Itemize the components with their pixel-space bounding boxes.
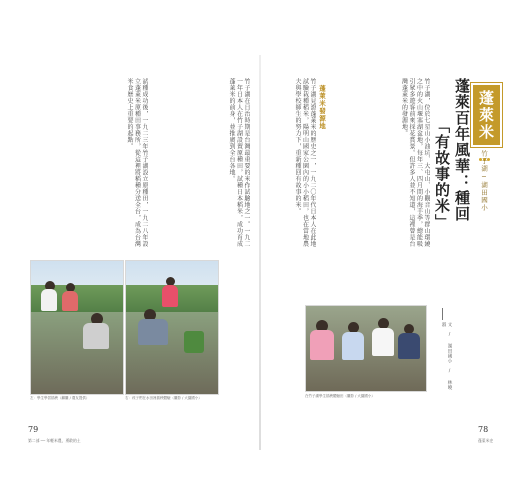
left-photo-caption-2: 右：孩子們在水田裡插秧體驗（攝影 / 大園國小） xyxy=(125,396,202,400)
left-page-number: 79 xyxy=(28,425,39,434)
right-page-footer: 蓬萊米史 xyxy=(478,438,494,443)
left-body-text-col2: 試種成功後，一九二三年竹子湖設立原種田，一九二八年設立蓬萊米原種田事務所，從這裡將稻種分送全台，成為台灣米食歷史上重要的起點。 xyxy=(126,78,148,247)
left-photo-caption: 左：學生學習插秧（翻攝 / 農友提供） xyxy=(30,396,90,400)
right-body-text-col1: 竹子湖，位於七星山小油坑、大屯山、小觀音山等群山環繞之中的火山堰塞湖盆地，每年三、四月間的海芋季，總能吸引眾多遊客前來採花賞景。但許多人並不知道，這裡曾是台灣蓬萊米的發源地。 xyxy=(400,78,430,247)
article-title-line1: 蓬萊百年風華：種回 xyxy=(453,78,471,222)
left-photo-students-planting xyxy=(30,260,124,395)
left-photo-children-in-paddy xyxy=(125,260,219,395)
page-gutter xyxy=(259,55,261,450)
right-page-number: 78 xyxy=(478,425,489,434)
section-heading: 蓬萊米發源地 xyxy=(318,85,326,130)
article-author: 文 / 湖田國小 / 林曉淑 xyxy=(441,322,452,390)
right-body-text-col2: 竹子湖見證蓬萊米的歷史之一，一九二〇年代日本人在此地試驗栽種稻米，陽明山國家公園內的小小稻田，也在當地農夫與學校師生的努力下，重新種回有故事的米。 xyxy=(294,78,316,247)
right-photo-caption: 在竹子湖學生插秧體驗田（攝影 / 大園國小） xyxy=(305,394,375,398)
left-body-text-col1: 竹子湖在日治時期是台灣最重要的米作試驗地之一。一九二一年日本人在竹子湖設置原種田，試種日本稻米，成功育成蓬萊米的前身，並推廣到全台各地。 xyxy=(228,78,250,247)
article-subtitle: 竹子湖─湖田國小 xyxy=(480,150,488,212)
author-divider xyxy=(442,308,443,320)
section-tag: 蓬萊米 xyxy=(473,85,500,145)
left-page-footer: 第二部 ── 年輕米農，勇敢的土 xyxy=(28,438,81,443)
right-photo-students-planting xyxy=(305,305,427,392)
article-title-line2: 「有故事的米」 xyxy=(433,118,451,230)
